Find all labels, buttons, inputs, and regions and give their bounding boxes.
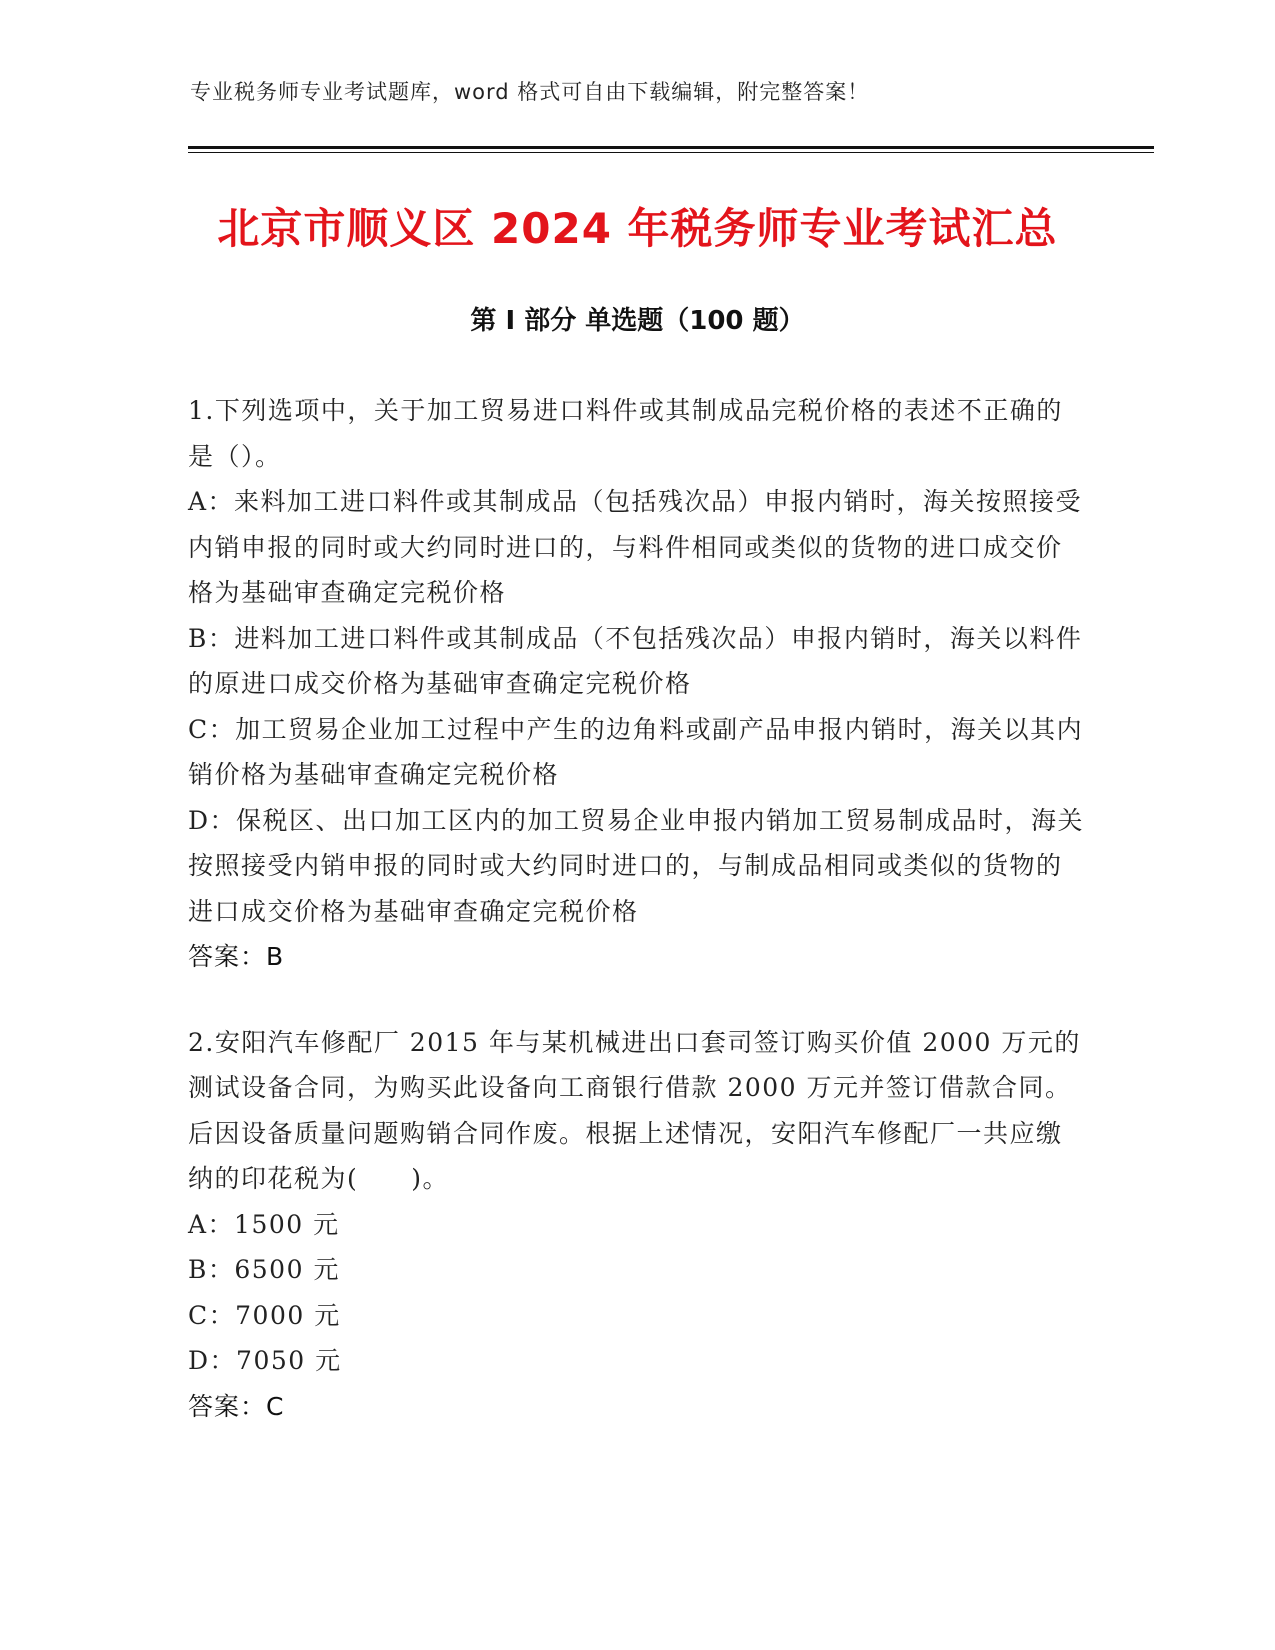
option-a: A：来料加工进口料件或其制成品（包括残次品）申报内销时，海关按照接受内销申报的同时或大约同时进口的，与料件相同或类似的货物的进口成交价格为基础审查确定完税价格 [188,487,1083,607]
question-stem: 2.安阳汽车修配厂 2015 年与某机械进出口套司签订购买价值 2000 万元的测试设备合同，为购买此设备向工商银行借款 2000 万元并签订借款合同。后因设备质量问题购销合同作废。根据上述情况，安阳汽车修配厂一共应缴纳的印花税为( )。 [188,1027,1081,1193]
answer-text: 答案：C [188,1391,285,1421]
question-1 [188,388,1088,980]
option-d: D：7050 元 [188,1346,342,1375]
section-title: 第 I 部分 单选题（100 题） [470,306,805,336]
document-title: 北京市顺义区 2024 年税务师专业考试汇总 [217,204,1058,253]
header-rule-thin [188,152,1154,153]
option-b: B：进料加工进口料件或其制成品（不包括残次品）申报内销时，海关以料件的原进口成交价格为基础审查确定完税价格 [188,623,1083,698]
header-note: 专业税务师专业考试题库，word 格式可自由下载编辑，附完整答案！ [190,80,870,104]
header-rule-thick [188,146,1154,149]
question-list [188,388,1088,1469]
option-b: B：6500 元 [188,1255,340,1284]
option-c: C：7000 元 [188,1300,341,1330]
answer-text: 答案：B [188,942,285,971]
question-2 [188,1020,1088,1430]
option-a: A：1500 元 [188,1209,340,1239]
option-c: C：加工贸易企业加工过程中产生的边角料或副产品申报内销时，海关以其内销价格为基础审查确定完税价格 [188,714,1084,789]
question-stem: 1.下列选项中，关于加工贸易进口料件或其制成品完税价格的表述不正确的是（）。 [188,396,1063,471]
option-d: D：保税区、出口加工区内的加工贸易企业申报内销加工贸易制成品时，海关按照接受内销申报的同时或大约同时进口的，与制成品相同或类似的货物的进口成交价格为基础审查确定完税价格 [188,805,1085,926]
